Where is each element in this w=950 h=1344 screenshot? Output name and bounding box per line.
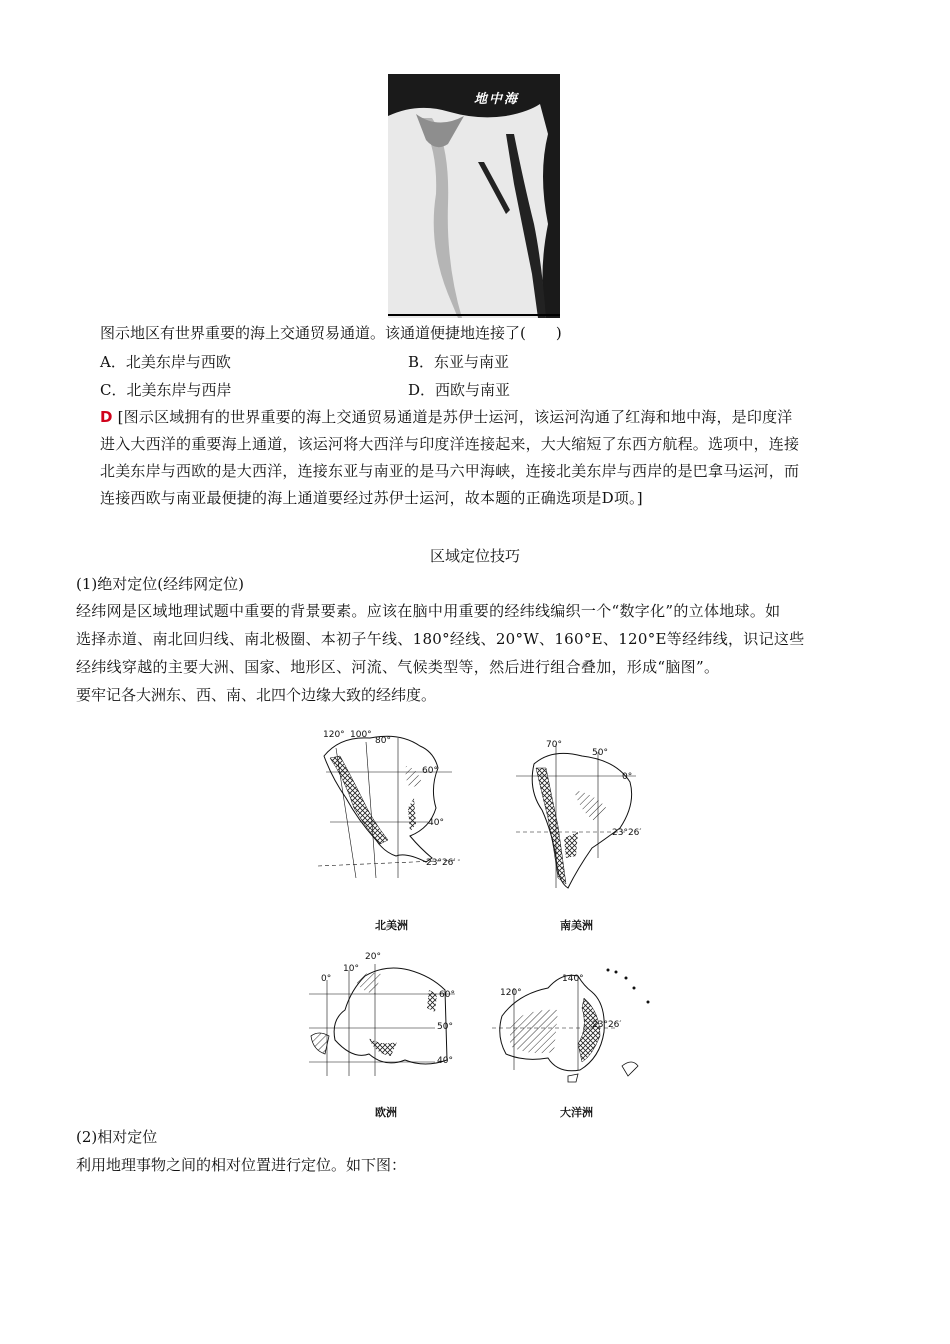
paragraph-relative: 利用地理事物之间的相对位置进行定位。如下图： xyxy=(76,1156,407,1174)
na-label-100: 100° xyxy=(350,730,372,740)
oc-label-140: 140° xyxy=(562,974,584,984)
sa-label-70: 70° xyxy=(546,740,562,750)
paragraph-latlong xyxy=(76,597,876,681)
na-label-80: 80° xyxy=(375,736,391,746)
option-b: B．东亚与南亚 xyxy=(408,353,510,371)
question-stem: 图示地区有世界重要的海上交通贸易通道。该通道便捷地连接了( ) xyxy=(100,324,562,342)
section-title: 区域定位技巧 xyxy=(430,547,521,565)
caption-south-america: 南美洲 xyxy=(560,919,593,932)
map-north-america xyxy=(310,728,470,893)
eu-label-0: 0° xyxy=(321,974,332,984)
para1-line-2: 选择赤道、南北回归线、南北极圈、本初子午线、180°经线、20°W、160°E、120°E等经纬线，识记这些 xyxy=(76,630,805,648)
caption-europe: 欧洲 xyxy=(375,1106,397,1119)
oc-label-tropic: 23°26′ xyxy=(592,1020,622,1030)
paragraph-continents: 要牢记各大洲东、西、南、北四个边缘大致的经纬度。 xyxy=(76,686,437,704)
map-south-america xyxy=(512,738,652,898)
answer-line-3: 北美东岸与西欧的是大西洋，连接东亚与南亚的是马六甲海峡，连接北美东岸与西岸的是巴拿马运河，而 xyxy=(100,462,800,480)
sea-label: 地中海 xyxy=(474,92,520,107)
north-america-svg xyxy=(310,728,470,893)
answer-line-1 xyxy=(100,404,890,431)
eu-label-60: 60° xyxy=(439,990,455,1000)
south-america-svg xyxy=(512,738,652,898)
para1-line-3: 经纬线穿越的主要大洲、国家、地形区、河流、气候类型等，然后进行组合叠加，形成“脑图”。 xyxy=(76,658,720,676)
answer-line-4: 连接西欧与南亚最便捷的海上通道要经过苏伊士运河，故本题的正确选项是D项。] xyxy=(100,489,643,507)
answer-line-2: 进入大西洋的重要海上通道，该运河将大西洋与印度洋连接起来，大大缩短了东西方航程。选项中，连接 xyxy=(100,435,800,453)
subheading-absolute: (1)绝对定位(经纬网定位) xyxy=(76,575,244,593)
option-c: C．北美东岸与西岸 xyxy=(100,381,232,399)
para1-line-1: 经纬网是区域地理试题中重要的背景要素。应该在脑中用重要的经纬线编织一个“数字化”的立体地球。如 xyxy=(76,602,781,620)
answer-letter: D xyxy=(100,408,113,426)
answer-block xyxy=(100,404,890,512)
na-label-40: 40° xyxy=(428,818,444,828)
option-a: A．北美东岸与西欧 xyxy=(100,353,231,371)
na-label-tropic: 23°26′ xyxy=(426,858,456,868)
satellite-svg xyxy=(388,74,560,318)
subheading-relative: (2)相对定位 xyxy=(76,1128,158,1146)
caption-oceania: 大洋洲 xyxy=(560,1106,593,1119)
eu-label-50: 50° xyxy=(437,1022,453,1032)
eu-label-10: 10° xyxy=(343,964,359,974)
sa-label-50: 50° xyxy=(592,748,608,758)
eu-label-20: 20° xyxy=(365,952,381,962)
map-oceania xyxy=(488,958,658,1088)
caption-north-america: 北美洲 xyxy=(375,919,408,932)
map-europe xyxy=(305,950,465,1084)
answer-text-1: [图示区域拥有的世界重要的海上交通贸易通道是苏伊士运河，该运河沟通了红海和地中海，是印度洋 xyxy=(117,408,793,426)
option-d: D．西欧与南亚 xyxy=(408,381,511,399)
satellite-image xyxy=(388,74,560,318)
na-label-120: 120° xyxy=(323,730,345,740)
sa-label-tropic: 23°26′ xyxy=(612,828,642,838)
oc-label-120: 120° xyxy=(500,988,522,998)
eu-label-40: 40° xyxy=(437,1056,453,1066)
sa-label-0: 0° xyxy=(622,772,633,782)
na-label-60: 60° xyxy=(422,766,438,776)
